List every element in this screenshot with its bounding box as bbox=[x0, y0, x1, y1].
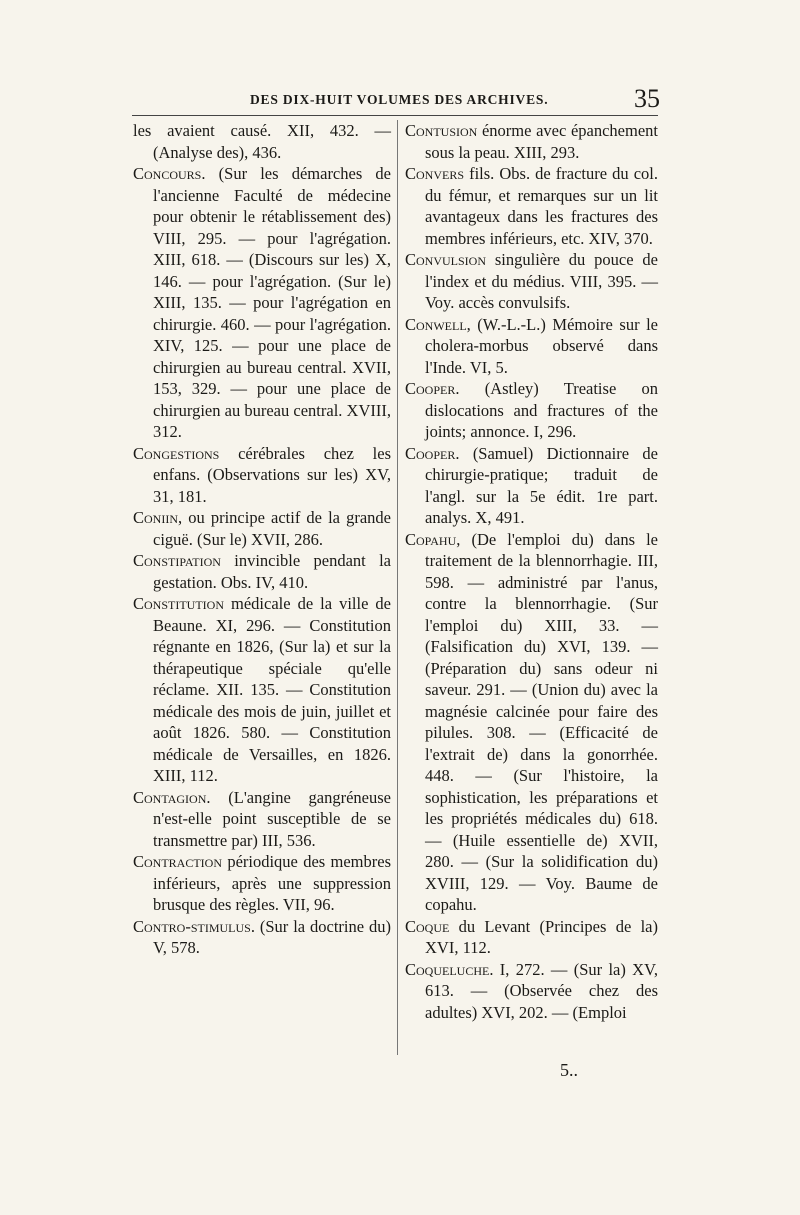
entry-text: (Samuel) Dictionnaire de chirurgie-pratique; traduit de l'angl. sur la 5e édit. 1re part. analys. X, 491. bbox=[425, 443, 658, 527]
index-entry bbox=[133, 443, 391, 508]
entry-head: Coniin, bbox=[133, 508, 183, 527]
entry-head: Convers bbox=[405, 164, 465, 183]
page-header bbox=[120, 84, 660, 116]
entry-head: Contagion. bbox=[133, 787, 211, 807]
header-rule bbox=[132, 115, 658, 116]
entry-text: invincible pendant la gestation. Obs. IV, 410. bbox=[153, 551, 391, 592]
entry-text: médicale de la ville de Beaune. XI, 296. — Constitution régnante en 1826, (Sur la) et sur la thérapeutique spéciale qu'elle réclame. XII. 135. — Constitution médicale des mois de juin, juillet et août 1826. 580. — Constitution médicale de Versailles, en 1826. XIII, 112. bbox=[153, 594, 391, 785]
entry-text: (W.-L.-L.) Mémoire sur le cholera-morbus observé dans l'Inde. VI, 5. bbox=[425, 314, 658, 377]
entry-text: fils. Obs. de fracture du col. du fémur, et remarques sur un lit avantageux dans les fractures des membres inférieurs, etc. XIV, 370. bbox=[425, 164, 658, 248]
index-entry bbox=[133, 120, 391, 163]
entry-head: Contraction bbox=[133, 852, 222, 871]
entry-text: (Sur la doctrine du) V, 578. bbox=[153, 916, 391, 957]
entry-text: (De l'emploi du) dans le traitement de la blennorrhagie. III, 598. — administré par l'anus, contre la blennorrhagie. (Sur l'emploi du) XIII, 33. — (Falsification du) XVI, 139. — (Préparation du) sans odeur ni saveur. 291. — (Union du) avec la magnésie calcinée pour faire des pilules. 308. — (Efficacité de l'extrait de) dans la gonorrhée. 448. — (Sur l'histoire, la sophistication, les préparations et les propriétés médicales du) 618. — (Huile essentielle de) XVII, 280. — (Sur la solidification du) XVIII, 129. — Voy. Baume de copahu. bbox=[425, 529, 658, 914]
entry-head: Constipation bbox=[133, 551, 221, 570]
index-entry bbox=[133, 851, 391, 916]
index-entry bbox=[405, 378, 658, 443]
entry-text: périodique des membres inférieurs, après une suppression brusque des règles. VII, 96. bbox=[153, 852, 391, 914]
column-divider bbox=[397, 120, 398, 1055]
page-number: 35 bbox=[634, 84, 660, 113]
entry-head: Coqueluche. bbox=[405, 959, 494, 979]
entry-text: cérébrales chez les enfans. (Observations sur les) XV, 31, 181. bbox=[153, 443, 391, 506]
entry-head: Contusion bbox=[405, 121, 478, 140]
entry-head: Cooper. bbox=[405, 443, 460, 463]
entry-text: (L'angine gangréneuse n'est-elle point susceptible de se transmettre par) III, 536. bbox=[153, 787, 391, 850]
index-entry bbox=[405, 120, 658, 163]
index-entry bbox=[133, 163, 391, 443]
index-entry bbox=[133, 916, 391, 959]
entry-head: Constitution bbox=[133, 594, 224, 613]
index-entry bbox=[405, 314, 658, 379]
entry-text: énorme avec épanchement sous la peau. XIII, 293. bbox=[425, 121, 658, 162]
index-entry bbox=[405, 959, 658, 1024]
entry-text: (Sur les démarches de l'ancienne Faculté de médecine pour obtenir le rétablissement des) VIII, 295. — pour l'agrégation. XIII, 618. — (Discours sur les) X, 146. — pour l'agrégation. (Sur le) XIII, 135. — pour l'agrégation en chirurgie. 460. — pour l'agrégation. XIV, 125. — pour une place de chirurgien au bureau central. XVII, 153, 329. — pour une place de chirurgien au bureau central. XVIII, 312. bbox=[153, 164, 391, 441]
index-entry bbox=[133, 593, 391, 787]
left-column bbox=[133, 120, 391, 959]
index-entry bbox=[405, 249, 658, 314]
entry-head: Contro-stimulus. bbox=[133, 916, 255, 936]
index-entry bbox=[405, 916, 658, 959]
index-entry bbox=[133, 507, 391, 550]
entry-head: Cooper. bbox=[405, 379, 460, 398]
entry-text: singulière du pouce de l'index et du médius. VIII, 395. — Voy. accès convulsifs. bbox=[425, 250, 658, 312]
running-head: DES DIX-HUIT VOLUMES DES ARCHIVES. bbox=[250, 92, 549, 107]
index-entry bbox=[405, 163, 658, 249]
entry-text: ou principe actif de la grande ciguë. (Sur le) XVII, 286. bbox=[153, 508, 391, 549]
entry-text: (Astley) Treatise on dislocations and fractures of the joints; annonce. I, 296. bbox=[425, 379, 658, 441]
index-entry bbox=[133, 787, 391, 852]
entry-head: Coque bbox=[405, 916, 450, 936]
entry-head: Copahu, bbox=[405, 529, 461, 549]
entry-text: du Levant (Principes de la) XVI, 112. bbox=[425, 916, 658, 957]
entry-head: Conwell, bbox=[405, 314, 471, 334]
entry-head: Concours. bbox=[133, 164, 206, 183]
entry-head: Convulsion bbox=[405, 250, 487, 269]
signature-mark: 5.. bbox=[560, 1060, 578, 1080]
index-entry bbox=[133, 550, 391, 593]
entry-text: I, 272. — (Sur la) XV, 613. — (Observée chez des adultes) XVI, 202. — (Emploi bbox=[425, 959, 658, 1022]
entry-text: les avaient causé. XII, 432. — (Analyse des), 436. bbox=[133, 121, 391, 162]
index-entry bbox=[405, 529, 658, 916]
right-column bbox=[405, 120, 658, 1023]
index-entry bbox=[405, 443, 658, 529]
entry-head: Congestions bbox=[133, 443, 220, 463]
